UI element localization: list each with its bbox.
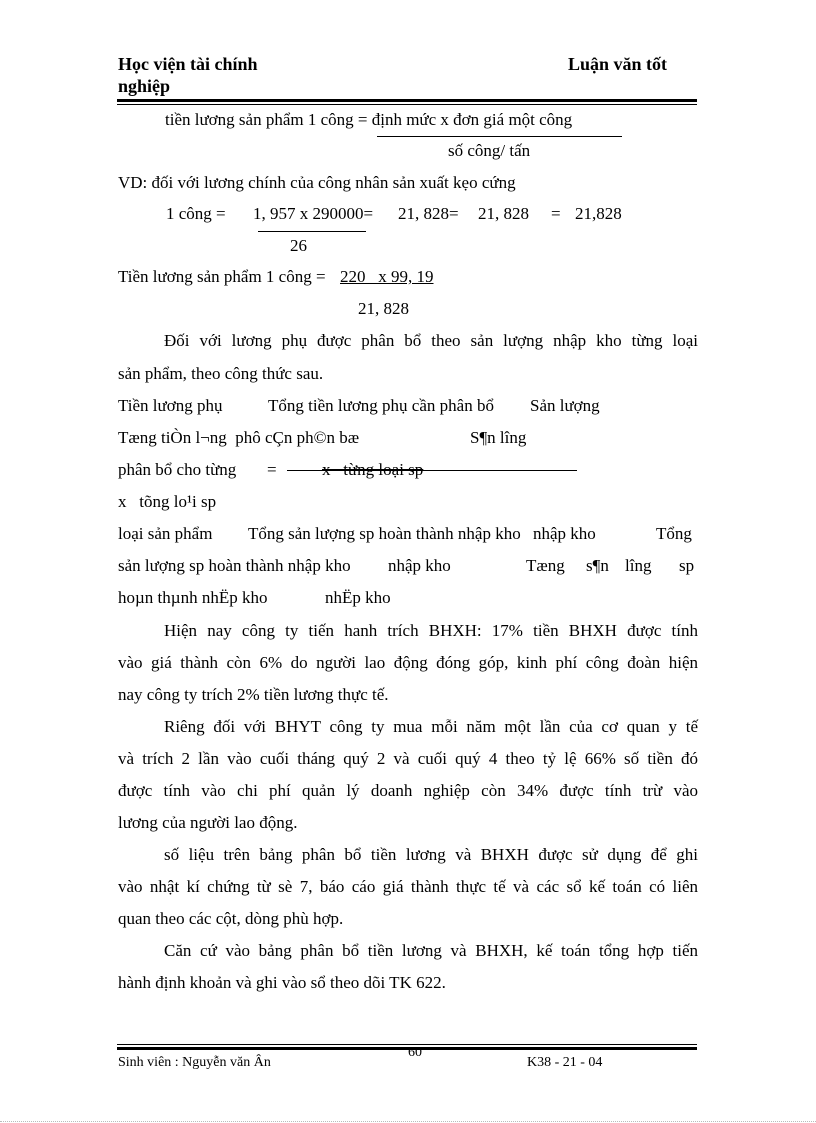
paragraph-line: nay công ty trích 2% tiền lương thực tế.	[118, 685, 389, 704]
footer-class-code: K38 - 21 - 04	[527, 1055, 603, 1070]
formula-text-encoded: Tæng tiÒn l¬ng phô cÇn ph©n bæ	[118, 428, 360, 447]
header-thesis-title: Luận văn tốt	[568, 54, 668, 74]
formula-text-encoded: S¶n lîng	[470, 428, 527, 447]
footer-page-number: 60	[408, 1045, 422, 1060]
formula-text-encoded: hoµn thµnh nhËp kho	[118, 588, 268, 607]
formula-text: Tổng tiền lương phụ cần phân bổ	[268, 396, 494, 415]
paragraph-line: hành định khoản và ghi vào sổ theo dõi TK 622.	[118, 973, 446, 992]
formula-text-encoded: sp	[679, 556, 695, 575]
formula-text-encoded: lîng	[625, 556, 652, 575]
formula-text-struck: x từng loại sp	[322, 460, 424, 479]
formula-wage-numerator: tiền lương sản phẩm 1 công = định mức x đơn giá một công	[165, 110, 573, 129]
header-rule-thin	[117, 104, 697, 105]
example-result-2: 21, 828	[478, 204, 529, 223]
header-institution-continued: nghiệp	[118, 76, 171, 96]
example-label: 1 công =	[166, 204, 226, 223]
example-result-3: 21,828	[575, 204, 622, 223]
formula-text-encoded: nhËp kho	[325, 588, 391, 607]
paragraph-line: và trích 2 lần vào cuối tháng quý 2 và cuối quý 4 theo tỷ lệ 66% số tiền đó	[118, 749, 698, 768]
paragraph-line: Riêng đối với BHYT công ty mua mỗi năm một lần của cơ quan y tế	[164, 717, 698, 736]
example-result-1: 21, 828=	[398, 204, 459, 223]
wage-formula-numerator: 220 x 99, 19	[340, 267, 434, 286]
paragraph-line: sản phẩm, theo công thức sau.	[118, 364, 324, 383]
example-denominator: 26	[290, 236, 307, 255]
formula-wage-denominator: số công/ tấn	[448, 141, 531, 160]
example-equals: =	[551, 204, 561, 223]
formula-text-encoded: Tæng	[526, 556, 565, 575]
formula-fraction-bar	[377, 136, 622, 137]
formula-text: Tiền lương phụ	[118, 396, 223, 415]
paragraph-line: Đối với lương phụ được phân bổ theo sản lượng nhập kho từng loại	[164, 331, 698, 350]
paragraph-line: quan theo các cột, dòng phù hợp.	[118, 909, 344, 928]
example-fraction-bar	[258, 231, 366, 232]
footer-rule-thick	[117, 1047, 697, 1050]
footer-student-name: Sinh viên : Nguyễn văn Ân	[118, 1055, 271, 1070]
example-intro: VD: đối với lương chính của công nhân sản xuất kẹo cứng	[118, 173, 516, 192]
paragraph-line: vào nhật kí chứng từ sè 7, báo cáo giá thành thực tế và các sổ kế toán có liên	[118, 877, 698, 896]
formula-text-encoded: s¶n	[586, 556, 609, 575]
paragraph-line: Hiện nay công ty tiến hanh trích BHXH: 17% tiền BHXH được tính	[164, 621, 698, 640]
paragraph-line: Căn cứ vào bảng phân bổ tiền lương và BHXH, kế toán tổng hợp tiến	[164, 941, 698, 960]
wage-formula-denominator: 21, 828	[358, 299, 409, 318]
header-rule-thick	[117, 99, 697, 102]
footer-rule-thin	[117, 1044, 697, 1045]
paragraph-line: lương của người lao động.	[118, 813, 298, 832]
formula-text: nhập kho	[533, 524, 596, 543]
formula-equals: =	[267, 460, 277, 479]
formula-text: Tổng	[656, 524, 692, 543]
page-edge-dotted	[0, 1121, 816, 1122]
formula-text: nhập kho	[388, 556, 451, 575]
formula-text-encoded: x tõng lo¹i sp	[118, 492, 217, 511]
example-expression: 1, 957 x 290000=	[253, 204, 374, 223]
header-institution: Học viện tài chính	[118, 54, 258, 74]
formula-text: loại sản phẩm	[118, 524, 213, 543]
wage-formula-label: Tiền lương sản phẩm 1 công =	[118, 267, 326, 286]
formula-text: phân bổ cho từng	[118, 460, 237, 479]
formula-text: Sản lượng	[530, 396, 600, 415]
paragraph-line: được tính vào chi phí quản lý doanh nghiệp còn 34% được tính trừ vào	[118, 781, 698, 800]
paragraph-line: vào giá thành còn 6% do người lao động đóng góp, kinh phí công đoàn hiện	[118, 653, 698, 672]
formula-text: sản lượng sp hoàn thành nhập kho	[118, 556, 351, 575]
formula-text: Tổng sản lượng sp hoàn thành nhập kho	[248, 524, 521, 543]
paragraph-line: số liệu trên bảng phân bổ tiền lương và BHXH được sử dụng để ghi	[164, 845, 698, 864]
